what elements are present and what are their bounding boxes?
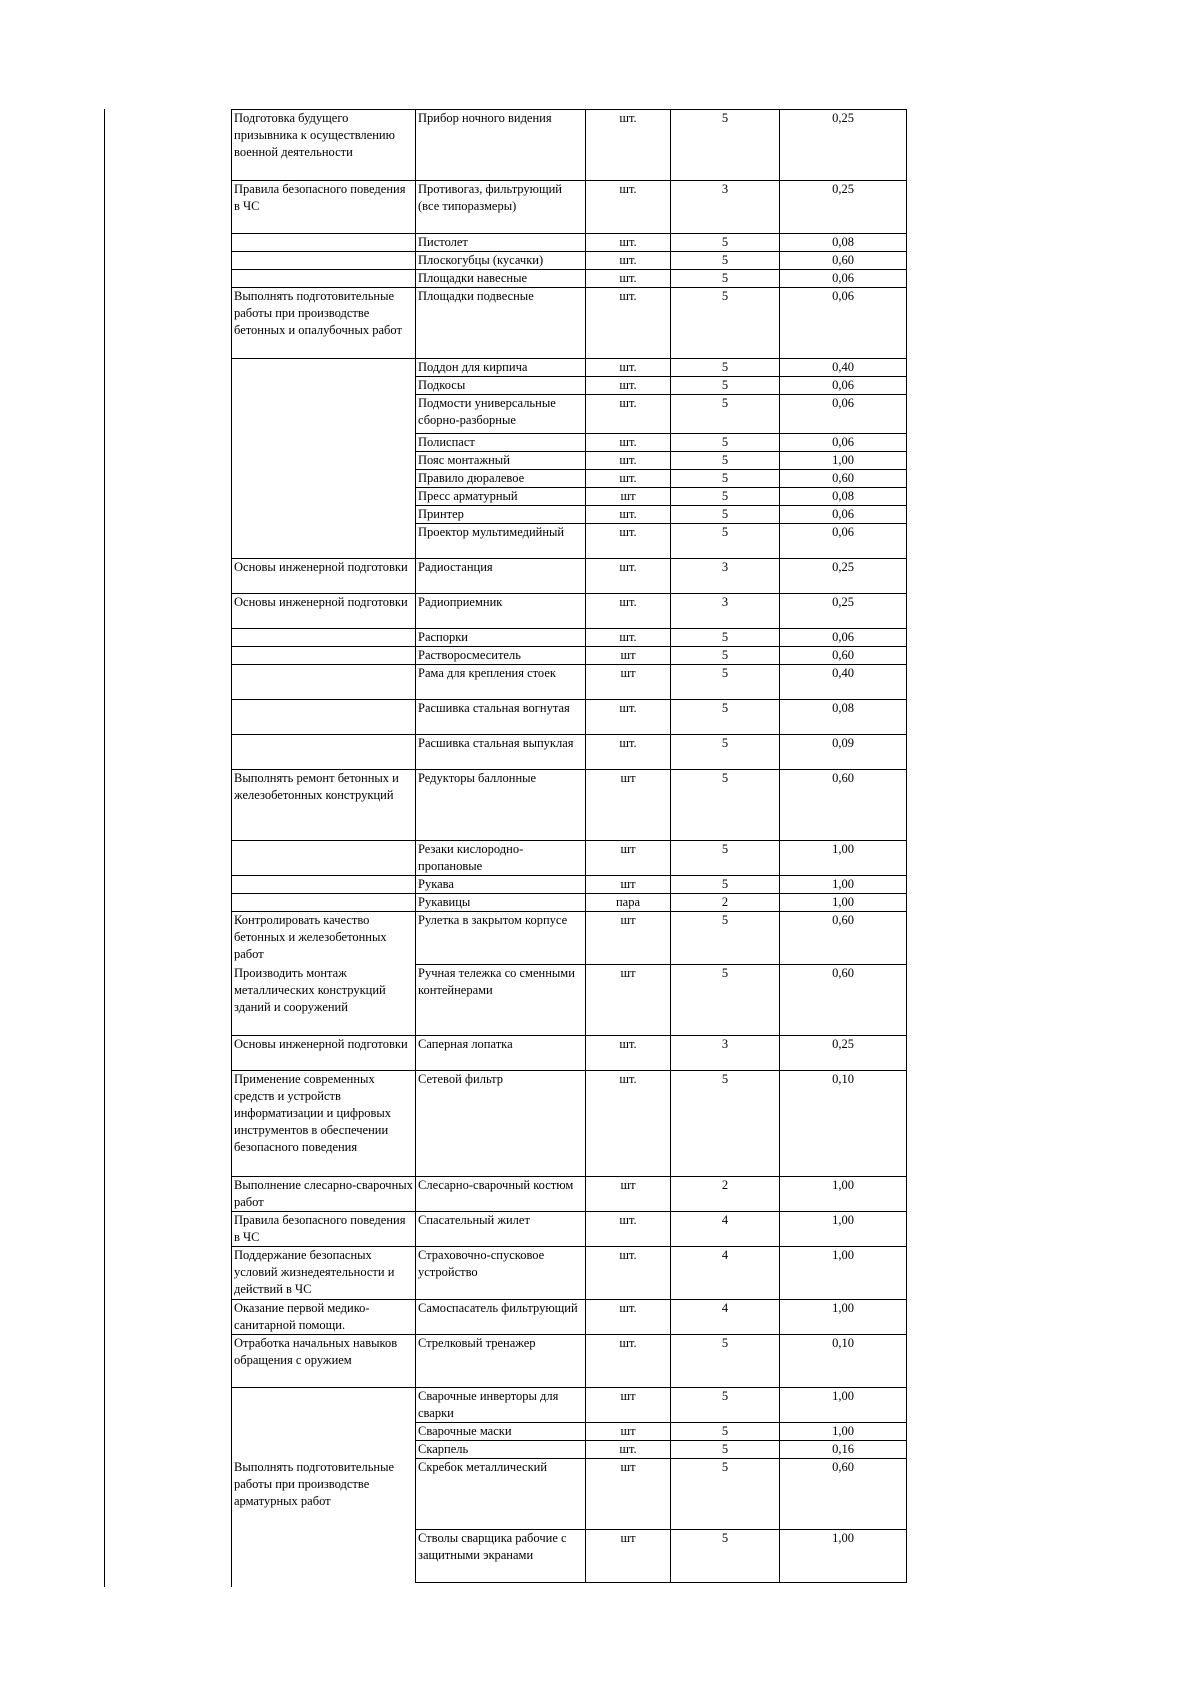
norm-cell: 0,06 [780,395,907,434]
table-row [232,965,907,1036]
unit-cell: шт. [586,270,671,288]
norm-cell: 0,25 [780,1036,907,1071]
unit-cell: шт. [586,1300,671,1335]
quantity-cell: 5 [671,359,780,377]
norm-cell: 0,60 [780,912,907,965]
item-name-cell: Радиостанция [416,559,586,594]
table-row [232,181,907,234]
quantity-cell: 5 [671,470,780,488]
quantity-cell: 5 [671,770,780,841]
quantity-cell: 5 [671,665,780,700]
section-cell: Применение современных средств и устройств информатизации и цифровых инструментов в обеспечении безопасного поведения [232,1071,416,1177]
section-cell: Выполнять подготовительные работы при производстве арматурных работ [232,1459,416,1530]
item-name-cell: Сетевой фильтр [416,1071,586,1177]
norm-cell: 0,06 [780,377,907,395]
table-row [232,506,907,524]
quantity-cell: 4 [671,1212,780,1247]
section-cell: Основы инженерной подготовки [232,1036,416,1071]
table-row [232,629,907,647]
unit-cell: шт. [586,559,671,594]
section-cell: Правила безопасного поведения в ЧС [232,181,416,234]
norm-cell: 0,10 [780,1335,907,1388]
item-name-cell: Рулетка в закрытом корпусе [416,912,586,965]
item-name-cell: Растворосмеситель [416,647,586,665]
table-row [232,1441,907,1459]
table-row [232,524,907,559]
norm-cell: 0,06 [780,434,907,452]
table-row [232,470,907,488]
norm-cell: 1,00 [780,876,907,894]
quantity-cell: 5 [671,647,780,665]
quantity-cell: 5 [671,1335,780,1388]
norm-cell: 0,06 [780,524,907,559]
quantity-cell: 5 [671,1388,780,1423]
quantity-cell: 5 [671,735,780,770]
norm-cell: 0,60 [780,470,907,488]
section-cell [232,1423,416,1441]
norm-cell: 0,60 [780,647,907,665]
unit-cell: шт. [586,1441,671,1459]
item-name-cell: Слесарно-сварочный костюм [416,1177,586,1212]
quantity-cell: 3 [671,559,780,594]
quantity-cell: 5 [671,876,780,894]
unit-cell: шт [586,876,671,894]
table-row [232,377,907,395]
quantity-cell: 5 [671,1423,780,1441]
unit-cell: шт. [586,524,671,559]
table-row [232,559,907,594]
section-cell: Поддержание безопасных условий жизнедеятельности и действий в ЧС [232,1247,416,1300]
unit-cell: шт [586,770,671,841]
norm-cell: 1,00 [780,894,907,912]
section-cell [232,470,416,488]
item-name-cell: Сварочные маски [416,1423,586,1441]
section-cell: Выполнять подготовительные работы при производстве бетонных и опалубочных работ [232,288,416,359]
unit-cell: шт. [586,629,671,647]
quantity-cell: 5 [671,506,780,524]
norm-cell: 1,00 [780,1423,907,1441]
quantity-cell: 5 [671,395,780,434]
quantity-cell: 5 [671,912,780,965]
quantity-cell: 5 [671,377,780,395]
table-row [232,1459,907,1530]
unit-cell: шт [586,841,671,876]
section-cell [232,488,416,506]
table-row [232,876,907,894]
item-name-cell: Скарпель [416,1441,586,1459]
table-row [232,1071,907,1177]
table-row [232,735,907,770]
table-row [232,647,907,665]
section-cell [232,876,416,894]
item-name-cell: Резаки кислородно-пропановые [416,841,586,876]
section-cell: Производить монтаж металлических конструкций зданий и сооружений [232,965,416,1036]
quantity-cell: 5 [671,434,780,452]
section-cell: Правила безопасного поведения в ЧС [232,1212,416,1247]
quantity-cell: 2 [671,1177,780,1212]
page-left-rule [104,109,105,1587]
section-cell [232,377,416,395]
item-name-cell: Ручная тележка со сменными контейнерами [416,965,586,1036]
table-row [232,1335,907,1388]
section-cell [232,506,416,524]
unit-cell: шт. [586,1335,671,1388]
section-cell: Основы инженерной подготовки [232,594,416,629]
section-cell: Подготовка будущего призывника к осуществлению военной деятельности [232,110,416,181]
quantity-cell: 5 [671,629,780,647]
item-name-cell: Редукторы баллонные [416,770,586,841]
section-cell: Контролировать качество бетонных и железобетонных работ [232,912,416,965]
norm-cell: 0,06 [780,270,907,288]
norm-cell: 1,00 [780,452,907,470]
section-cell [232,1530,416,1583]
table-row [232,452,907,470]
quantity-cell: 5 [671,488,780,506]
section-cell: Оказание первой медико-санитарной помощи. [232,1300,416,1335]
item-name-cell: Площадки подвесные [416,288,586,359]
norm-cell: 0,10 [780,1071,907,1177]
norm-cell: 0,08 [780,234,907,252]
unit-cell: шт. [586,1212,671,1247]
item-name-cell: Пресс арматурный [416,488,586,506]
item-name-cell: Полиспаст [416,434,586,452]
norm-cell: 0,25 [780,594,907,629]
quantity-cell: 5 [671,524,780,559]
section-cell: Выполнение слесарно-сварочных работ [232,1177,416,1212]
item-name-cell: Подкосы [416,377,586,395]
table-row [232,252,907,270]
item-name-cell: Сварочные инверторы для сварки [416,1388,586,1423]
unit-cell: шт. [586,252,671,270]
table-row [232,894,907,912]
unit-cell: шт. [586,470,671,488]
norm-cell: 0,06 [780,506,907,524]
item-name-cell: Принтер [416,506,586,524]
quantity-cell: 5 [671,270,780,288]
norm-cell: 0,25 [780,110,907,181]
section-cell [232,1441,416,1459]
unit-cell: шт. [586,377,671,395]
item-name-cell: Противогаз, фильтрующий (все типоразмеры) [416,181,586,234]
section-cell [232,434,416,452]
section-cell [232,270,416,288]
unit-cell: шт. [586,434,671,452]
unit-cell: шт. [586,700,671,735]
section-cell [232,252,416,270]
unit-cell: шт. [586,452,671,470]
table-row [232,1388,907,1423]
unit-cell: шт [586,647,671,665]
unit-cell: шт. [586,1036,671,1071]
norm-cell: 1,00 [780,1388,907,1423]
unit-cell: шт. [586,110,671,181]
norm-cell: 0,60 [780,770,907,841]
section-cell [232,665,416,700]
table-row [232,1212,907,1247]
quantity-cell: 3 [671,594,780,629]
item-name-cell: Плоскогубцы (кусачки) [416,252,586,270]
item-name-cell: Саперная лопатка [416,1036,586,1071]
quantity-cell: 5 [671,965,780,1036]
table-row [232,841,907,876]
section-cell [232,395,416,434]
unit-cell: шт. [586,735,671,770]
item-name-cell: Стволы сварщика рабочие с защитными экранами [416,1530,586,1583]
quantity-cell: 5 [671,234,780,252]
item-name-cell: Пистолет [416,234,586,252]
quantity-cell: 5 [671,1441,780,1459]
table-row [232,770,907,841]
unit-cell: шт. [586,288,671,359]
norm-cell: 0,08 [780,488,907,506]
section-cell [232,629,416,647]
quantity-cell: 5 [671,1530,780,1583]
norm-cell: 1,00 [780,1177,907,1212]
table-row [232,665,907,700]
table-row [232,1423,907,1441]
quantity-cell: 5 [671,452,780,470]
quantity-cell: 5 [671,1459,780,1530]
unit-cell: шт [586,1423,671,1441]
quantity-cell: 5 [671,700,780,735]
table-row [232,270,907,288]
item-name-cell: Спасательный жилет [416,1212,586,1247]
section-cell [232,841,416,876]
norm-cell: 0,09 [780,735,907,770]
item-name-cell: Стрелковый тренажер [416,1335,586,1388]
table-row [232,1036,907,1071]
table-row [232,288,907,359]
table-row [232,110,907,181]
norm-cell: 0,06 [780,629,907,647]
item-name-cell: Самоспасатель фильтрующий [416,1300,586,1335]
quantity-cell: 5 [671,252,780,270]
item-name-cell: Распорки [416,629,586,647]
table-row [232,488,907,506]
unit-cell: пара [586,894,671,912]
equipment-table [231,109,907,1583]
quantity-cell: 5 [671,110,780,181]
table-row [232,1177,907,1212]
norm-cell: 1,00 [780,1247,907,1300]
section-cell [232,524,416,559]
quantity-cell: 5 [671,288,780,359]
table-row [232,434,907,452]
norm-cell: 0,08 [780,700,907,735]
item-name-cell: Расшивка стальная выпуклая [416,735,586,770]
item-name-cell: Площадки навесные [416,270,586,288]
norm-cell: 1,00 [780,841,907,876]
quantity-cell: 5 [671,841,780,876]
item-name-cell: Пояс монтажный [416,452,586,470]
quantity-cell: 4 [671,1247,780,1300]
norm-cell: 0,16 [780,1441,907,1459]
table-row [232,395,907,434]
item-name-cell: Подмости универсальные сборно-разборные [416,395,586,434]
norm-cell: 0,40 [780,665,907,700]
unit-cell: шт. [586,359,671,377]
unit-cell: шт [586,912,671,965]
unit-cell: шт [586,1177,671,1212]
item-name-cell: Рукавицы [416,894,586,912]
unit-cell: шт. [586,1071,671,1177]
table-row [232,700,907,735]
table-row [232,1247,907,1300]
item-name-cell: Прибор ночного видения [416,110,586,181]
unit-cell: шт [586,1459,671,1530]
unit-cell: шт [586,1388,671,1423]
section-cell: Выполнять ремонт бетонных и железобетонных конструкций [232,770,416,841]
norm-cell: 1,00 [780,1300,907,1335]
table-row [232,1530,907,1583]
section-cell [232,735,416,770]
norm-cell: 0,40 [780,359,907,377]
item-name-cell: Рукава [416,876,586,894]
norm-cell: 0,60 [780,965,907,1036]
item-name-cell: Проектор мультимедийный [416,524,586,559]
quantity-cell: 2 [671,894,780,912]
item-name-cell: Рама для крепления стоек [416,665,586,700]
table-row [232,594,907,629]
unit-cell: шт. [586,1247,671,1300]
quantity-cell: 3 [671,1036,780,1071]
norm-cell: 0,06 [780,288,907,359]
table-row [232,359,907,377]
unit-cell: шт. [586,181,671,234]
section-cell [232,359,416,377]
table-row [232,234,907,252]
unit-cell: шт. [586,506,671,524]
quantity-cell: 4 [671,1300,780,1335]
table-row [232,1300,907,1335]
unit-cell: шт [586,488,671,506]
section-cell: Основы инженерной подготовки [232,559,416,594]
item-name-cell: Радиоприемник [416,594,586,629]
section-cell [232,452,416,470]
section-cell [232,234,416,252]
unit-cell: шт [586,1530,671,1583]
unit-cell: шт. [586,594,671,629]
norm-cell: 0,60 [780,252,907,270]
section-cell [232,700,416,735]
norm-cell: 1,00 [780,1530,907,1583]
item-name-cell: Страховочно-спусковое устройство [416,1247,586,1300]
item-name-cell: Поддон для кирпича [416,359,586,377]
unit-cell: шт. [586,395,671,434]
quantity-cell: 5 [671,1071,780,1177]
quantity-cell: 3 [671,181,780,234]
item-name-cell: Правило дюралевое [416,470,586,488]
norm-cell: 0,25 [780,559,907,594]
section-cell [232,647,416,665]
section-cell [232,1388,416,1423]
table-row [232,912,907,965]
unit-cell: шт [586,665,671,700]
section-cell: Отработка начальных навыков обращения с оружием [232,1335,416,1388]
item-name-cell: Скребок металлический [416,1459,586,1530]
item-name-cell: Расшивка стальная вогнутая [416,700,586,735]
unit-cell: шт [586,965,671,1036]
norm-cell: 0,60 [780,1459,907,1530]
norm-cell: 0,25 [780,181,907,234]
section-cell [232,894,416,912]
unit-cell: шт. [586,234,671,252]
norm-cell: 1,00 [780,1212,907,1247]
